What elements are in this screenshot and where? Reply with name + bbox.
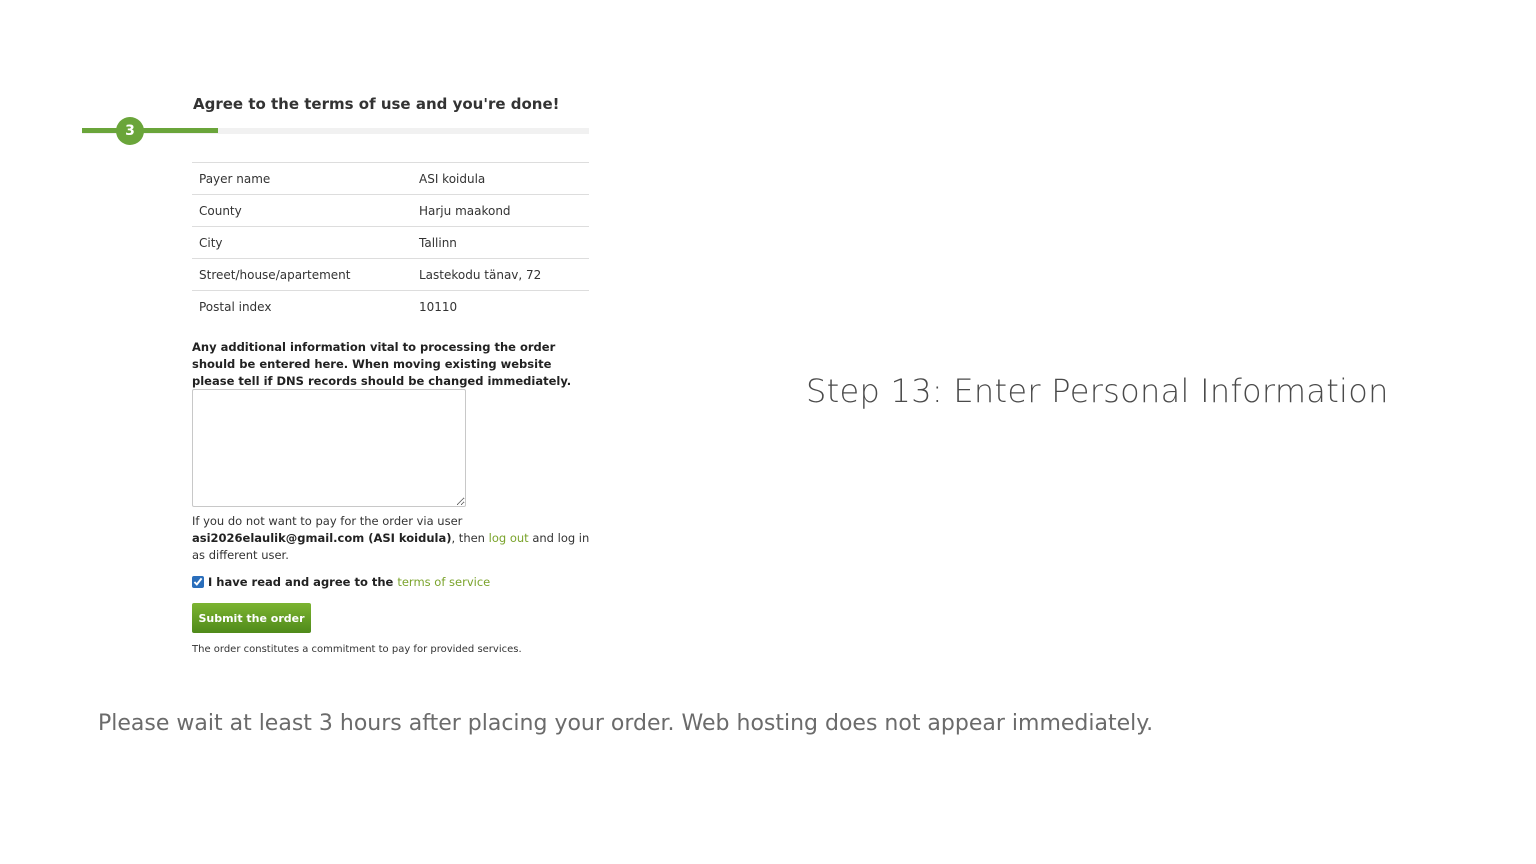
terms-agreement (192, 575, 490, 589)
row-label: County (192, 195, 412, 227)
row-value: Tallinn (412, 227, 589, 259)
pay-notice-prefix: If you do not want to pay for the order via user (192, 514, 463, 528)
slide-heading: Step 13: Enter Personal Information (806, 372, 1389, 410)
table-row (192, 227, 589, 259)
row-label: Payer name (192, 163, 412, 195)
payer-info-table (192, 162, 589, 323)
commitment-note: The order constitutes a commitment to pay for provided services. (192, 644, 522, 655)
progress-fill (82, 128, 218, 133)
pay-notice-suffix: and log in as different user. (192, 531, 590, 562)
table-row (192, 259, 589, 291)
row-label: Postal index (192, 291, 412, 323)
slide-footer-note: Please wait at least 3 hours after placing your order. Web hosting does not appear immediately. (98, 711, 1154, 736)
step-number-badge: 3 (116, 117, 144, 145)
terms-checkbox[interactable] (192, 576, 204, 588)
current-user: asi2026elaulik@gmail.com (ASI koidula) (192, 531, 452, 545)
pay-notice-middle: , then (451, 531, 485, 545)
table-row (192, 163, 589, 195)
logout-link[interactable]: log out (488, 531, 529, 545)
row-value: Lastekodu tänav, 72 (412, 259, 589, 291)
row-value: ASI koidula (412, 163, 589, 195)
terms-checkbox-label[interactable]: I have read and agree to the (208, 575, 394, 589)
table-row (192, 291, 589, 323)
table-row (192, 195, 589, 227)
row-label: Street/house/apartement (192, 259, 412, 291)
row-value: 10110 (412, 291, 589, 323)
additional-info-textarea[interactable] (192, 389, 466, 507)
additional-info-label: Any additional information vital to processing the order should be entered here. When moving existing website please tell if DNS records should be changed immediately. (192, 340, 572, 388)
pay-notice (192, 513, 592, 564)
step-title: Agree to the terms of use and you're done! (193, 95, 560, 113)
terms-of-service-link[interactable]: terms of service (397, 575, 491, 589)
row-label: City (192, 227, 412, 259)
submit-order-button[interactable]: Submit the order (192, 603, 311, 633)
row-value: Harju maakond (412, 195, 589, 227)
